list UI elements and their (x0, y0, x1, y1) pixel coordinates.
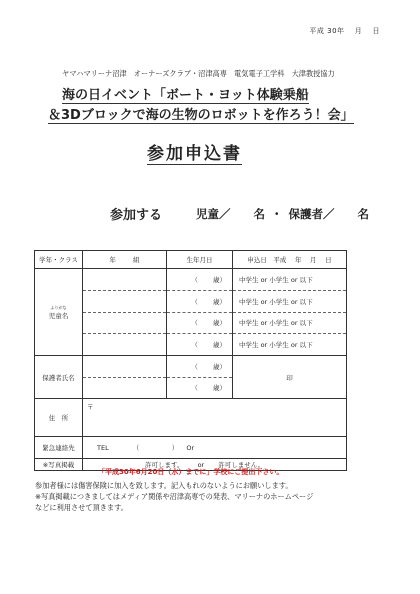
grade-class-label: 学年・クラス (35, 251, 83, 269)
tel-label: TEL (97, 444, 109, 452)
photo-consent-label: ※写真掲載 (35, 459, 83, 471)
address-field[interactable] (83, 399, 347, 437)
organizers-line: ヤマハマリーナ沼津 オーナーズクラブ・沼津高専 電気電子工学科 大津教授協力 (62, 69, 335, 78)
furigana-label: ふりがな (50, 304, 67, 310)
grade-row (35, 251, 347, 269)
photo-allowed-option[interactable]: 許可します。 (145, 461, 184, 469)
child-age[interactable]: （ 歳） (191, 341, 226, 350)
seal-field[interactable]: 印 (233, 356, 347, 399)
child-name-line[interactable] (83, 291, 166, 313)
application-date-field[interactable]: 申込日 平成 年 月 日 (233, 251, 347, 269)
child-name-line[interactable] (83, 313, 166, 335)
birth-date-header: 生年月日 (167, 251, 233, 269)
children-label (35, 269, 83, 356)
note-line: ※写真掲載につきましてはメディア関係や沼津高専での発表、マリーナのホームページ (35, 492, 314, 501)
guardian-label: 保護者氏名 (35, 356, 83, 399)
event-title-line1: 海の日イベント「ボート・ヨット体験乗船 (62, 84, 309, 104)
children-school-field[interactable] (233, 269, 347, 356)
deadline-notice: 「平成30年6月20日（水）までに」学校にご提出下さい。 (98, 468, 284, 476)
guardian-age-field[interactable] (167, 356, 233, 399)
tel-paren[interactable]: （ ） (132, 444, 179, 452)
children-name-label: 児童名 (48, 311, 69, 320)
emergency-contact-label: 緊急連絡先 (35, 437, 83, 459)
child-age[interactable]: （ 歳） (167, 291, 232, 313)
child-age[interactable]: （ 歳） (167, 269, 232, 291)
address-label: 住 所 (35, 399, 83, 437)
guardian-name-field[interactable] (83, 356, 167, 399)
guardian-name-line[interactable] (83, 356, 166, 378)
tel-or: Or (186, 444, 195, 452)
school-level-option[interactable]: 中学生 or 小学生 or 以下 (233, 269, 346, 291)
address-row (35, 399, 347, 437)
children-row (35, 269, 347, 356)
school-level-option[interactable]: 中学生 or 小学生 or 以下 (233, 291, 346, 313)
photo-or: or (197, 461, 205, 469)
guardian-age[interactable]: （ 歳） (191, 384, 226, 393)
note-line: などに利用させて頂きます。 (35, 503, 128, 512)
form-title: 参加申込書 (147, 139, 242, 165)
children-age-field[interactable] (167, 269, 233, 356)
child-name-line[interactable] (83, 269, 166, 291)
guardian-age[interactable]: （ 歳） (167, 356, 232, 378)
event-title-line2: ＆3Dブロックで海の生物のロボットを作ろう！会」 (48, 104, 354, 124)
photo-denied-option[interactable]: 許可しません。 (218, 461, 265, 469)
child-age[interactable]: （ 歳） (167, 313, 232, 335)
participation-label: 参加する (110, 208, 163, 223)
child-name-line[interactable] (83, 334, 166, 355)
date-line: 平成 30年 月 日 (309, 27, 380, 35)
emergency-row (35, 437, 347, 459)
school-level-option[interactable]: 中学生 or 小学生 or 以下 (233, 313, 346, 335)
children-name-field[interactable] (83, 269, 167, 356)
guardian-row (35, 356, 347, 399)
participant-count-fields[interactable]: 児童／ 名 ・ 保護者／ 名 (196, 207, 370, 221)
grade-class-field[interactable]: 年 組 (83, 251, 167, 269)
emergency-contact-field[interactable] (83, 437, 347, 459)
guardian-name-line[interactable] (83, 378, 166, 399)
notes-block (35, 480, 355, 513)
application-form-table (34, 250, 347, 471)
postal-mark: 〒 (87, 403, 94, 411)
note-line: 参加者様には傷害保険に加入を致します。記入もれのないようにお願いします。 (35, 481, 293, 490)
school-level-option[interactable]: 中学生 or 小学生 or 以下 (239, 341, 313, 350)
